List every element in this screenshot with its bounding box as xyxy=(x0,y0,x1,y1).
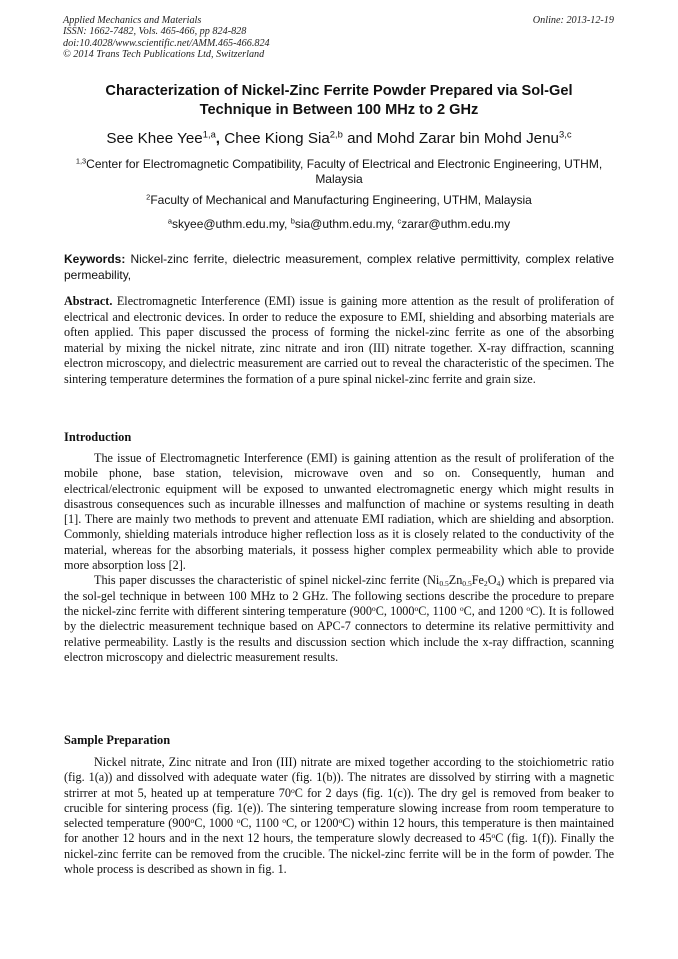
affiliation-superscript: 1,3 xyxy=(75,156,87,166)
author-emails xyxy=(60,217,618,231)
subscript: 0.5 xyxy=(439,579,449,589)
text-run: C (fig. 1(f)). Finally the nickel-zinc ferrite can be removed from the crucible. The nickel-zinc ferrite will be in the form of powder. The whole process is described as shown in fig. 1. xyxy=(64,831,614,877)
degree-superscript: o xyxy=(236,816,241,826)
text-run: Nickel nitrate, Zinc nitrate and Iron (III) nitrate are mixed together according to the stoichiometric ratio (fig. 1(a)) and dissolved with adequate water (fig. 1(b)). The nitrates are dissolved by stirring with a magnetic strirrer at mot 5, heated up at temperature 70 xyxy=(64,755,614,800)
keywords-text: Nickel-zinc ferrite, dielectric measurement, complex relative permittivity, complex relative permeability, xyxy=(64,252,614,282)
keywords-label: Keywords: xyxy=(64,252,126,266)
section-heading-sample-preparation: Sample Preparation xyxy=(64,733,171,747)
author-name: Mohd Zarar bin Mohd Jenu xyxy=(376,130,560,147)
issn-line: ISSN: 1662-7482, Vols. 465-466, pp 824-828 xyxy=(63,26,247,38)
degree-superscript: o xyxy=(526,603,531,613)
text-run: C) within 12 hours, this temperature is then maintained for another 12 hours and in the next 12 hours, the temperature slowly decreased to 45 xyxy=(64,816,614,846)
text-run: C). It is followed by the dielectric measurement technique based on APC-7 connectors to determine its relative permittivity and relative permeability. Lastly is the results and discussion section which include the x-ray diffraction, scanning electron microscopy and dielectric measurement results. xyxy=(64,603,614,664)
subscript: 2 xyxy=(483,579,488,589)
author-list xyxy=(30,130,648,147)
paragraph xyxy=(64,573,614,665)
degree-superscript: o xyxy=(190,816,195,826)
section-heading-introduction: Introduction xyxy=(64,430,132,444)
affiliation-text: Center for Electromagnetic Compatibility, Faculty of Electrical and Electronic Engineering, UTHM, Malaysia xyxy=(86,157,603,186)
email-superscript: b xyxy=(290,216,295,226)
abstract-label: Abstract. xyxy=(64,294,113,308)
text-run: C, 1000 xyxy=(375,603,415,618)
paper-title: Characterization of Nickel-Zinc Ferrite Powder Prepared via Sol-Gel Technique in Between 100 MHz to 2 GHz xyxy=(105,83,573,118)
text-run: C, and 1200 xyxy=(463,603,527,618)
sample-preparation-body xyxy=(64,755,614,877)
abstract-text: Electromagnetic Interference (EMI) issue is gaining more attention as the result of proliferation of electrical and electronic devices. In order to reduce the exposure to EMI, shielding and absorbing materials are often applied. This paper discussed the process of forming the nickel-zinc ferrite as one of the absorbing material by mixing the nickel nitrate, zinc nitrate and iron (III) nitrate together. X-ray diffraction, scanning electron microscopy, and dielectric measurement are carried out to reveal the characteristic of the specimen. The sintering temperature determines the formation of a pure spinal nickel-zinc ferrite and grain size. xyxy=(64,294,614,386)
journal-name: Applied Mechanics and Materials xyxy=(63,15,202,26)
copyright-line: © 2014 Trans Tech Publications Ltd, Switzerland xyxy=(63,48,265,60)
affiliation xyxy=(60,193,618,208)
text-run: O xyxy=(487,573,497,588)
subscript: 0.5 xyxy=(462,579,472,589)
author-superscript: 2,b xyxy=(329,128,343,140)
doi-line: doi:10.4028/www.scientific.net/AMM.465-466.824 xyxy=(63,37,270,49)
author-separator: and xyxy=(342,130,377,147)
paragraph: The issue of Electromagnetic Interference (EMI) is gaining attention as the result of proliferation of the mobile phone, base station, television, microwave oven and so on. Consequently, human and electrical/electronic equipment will be exposed to unwanted electromagnetic energy which might results in disastrous consequences such as incurable illnesses and malfunction of machine or systems resulting in death [1]. There are mainly two methods to prevent and attenuate EMI radiation, which are shielding and absorption. Commonly, shielding materials introduce higher reflection loss as it is closely related to the conductivity of the material, whereas for the absorbing materials, it possess higher complex permeability which able to provide more absorption loss [2]. xyxy=(64,451,614,573)
email-address: sia@uthm.edu.my, xyxy=(294,217,398,231)
degree-superscript: o xyxy=(414,603,419,613)
author-name: See Khee Yee xyxy=(106,130,203,147)
text-run: Zn xyxy=(448,573,463,588)
degree-superscript: o xyxy=(491,831,496,841)
keywords xyxy=(64,252,614,283)
online-date: Online: 2013-12-19 xyxy=(532,15,614,26)
email-address: zarar@uthm.edu.my xyxy=(401,217,511,231)
email-superscript: c xyxy=(397,216,402,226)
text-run: Fe xyxy=(471,573,484,588)
text-run: C, 1100 xyxy=(240,816,283,831)
abstract xyxy=(64,294,614,388)
text-run: C, 1000 xyxy=(194,816,237,831)
subscript: 4 xyxy=(496,579,501,589)
introduction-body xyxy=(64,451,614,665)
paragraph xyxy=(64,755,614,877)
author-separator: , xyxy=(215,130,225,147)
degree-superscript: o xyxy=(290,785,295,795)
author-name: Chee Kiong Sia xyxy=(224,130,330,147)
affiliation-text: Faculty of Mechanical and Manufacturing Engineering, UTHM, Malaysia xyxy=(150,193,532,207)
text-run: C, or 1200 xyxy=(286,816,339,831)
author-superscript: 1,a xyxy=(202,128,216,140)
email-superscript: a xyxy=(167,216,173,226)
affiliation xyxy=(60,157,618,187)
degree-superscript: o xyxy=(282,816,287,826)
text-run: This paper discusses the characteristic of spinel nickel-zinc ferrite (Ni xyxy=(94,573,440,588)
affiliation-superscript: 2 xyxy=(146,192,151,202)
degree-superscript: o xyxy=(338,816,343,826)
text-run: ) which is prepared via the sol-gel technique in between 100 MHz to 2 GHz. The following sections describe the procedure to prepare the nickel-zinc ferrite with different sintering temperature (900 xyxy=(64,573,614,618)
degree-superscript: o xyxy=(371,603,376,613)
text-run: C for 2 days (fig. 1(c)). The dry gel is removed from beaker to crucible for sintering process (fig. 1(e)). The sintering temperature slowing increase from room temperature to selected temperature (900 xyxy=(64,785,614,831)
journal-metadata xyxy=(63,15,270,60)
email-address: skyee@uthm.edu.my, xyxy=(172,217,291,231)
text-run: C, 1100 xyxy=(418,603,460,618)
degree-superscript: o xyxy=(459,603,464,613)
author-superscript: 3,c xyxy=(559,128,572,140)
